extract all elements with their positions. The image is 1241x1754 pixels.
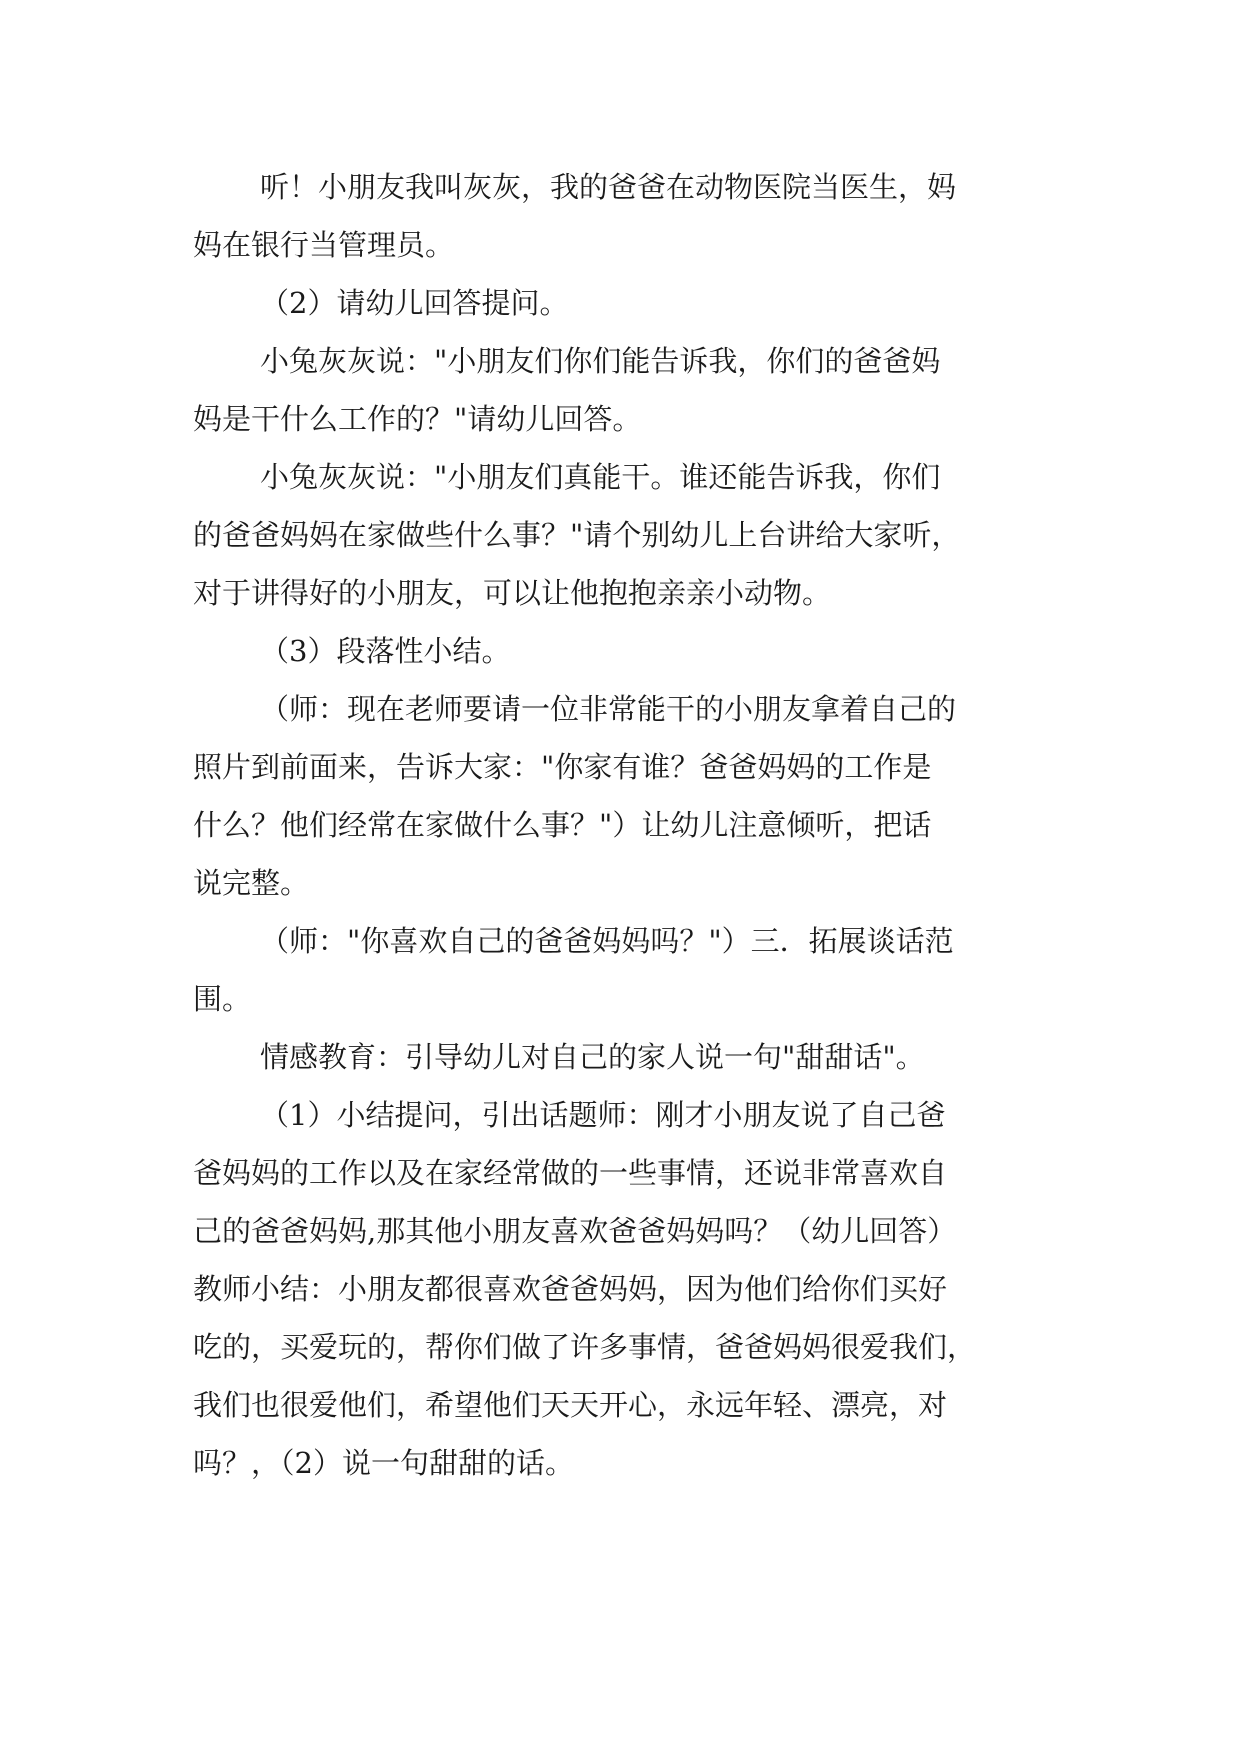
text-line: 己的爸爸妈妈,那其他小朋友喜欢爸爸妈妈吗？（幼儿回答） xyxy=(193,1214,957,1248)
text-line: （3）段落性小结。 xyxy=(260,634,511,668)
text-line: 什么？他们经常在家做什么事？"）让幼儿注意倾听，把话 xyxy=(193,808,932,842)
text-line: 吃的，买爱玩的，帮你们做了许多事情，爸爸妈妈很爱我们， xyxy=(193,1330,977,1364)
text-line: （师：现在老师要请一位非常能干的小朋友拿着自己的 xyxy=(260,692,957,726)
text-line: 小兔灰灰说："小朋友们你们能告诉我，你们的爸爸妈 xyxy=(260,344,941,378)
text-line: （1）小结提问，引出话题师：刚才小朋友说了自己爸 xyxy=(260,1098,946,1132)
text-line: （2）请幼儿回答提问。 xyxy=(260,286,569,320)
text-line: 围。 xyxy=(193,982,252,1016)
text-line: 教师小结：小朋友都很喜欢爸爸妈妈，因为他们给你们买好 xyxy=(193,1272,948,1306)
text-line: 照片到前面来，告诉大家："你家有谁？爸爸妈妈的工作是 xyxy=(193,750,932,784)
text-line: 妈在银行当管理员。 xyxy=(193,228,455,262)
text-line: 吗？，（2）说一句甜甜的话。 xyxy=(193,1446,574,1480)
text-line: 的爸爸妈妈在家做些什么事？"请个别幼儿上台讲给大家听， xyxy=(193,518,961,552)
text-line: 小兔灰灰说："小朋友们真能干。谁还能告诉我，你们 xyxy=(260,460,941,494)
text-line: （师："你喜欢自己的爸爸妈妈吗？"）三．拓展谈话范 xyxy=(260,924,954,958)
text-line: 妈是干什么工作的？"请幼儿回答。 xyxy=(193,402,642,436)
text-line: 听！小朋友我叫灰灰，我的爸爸在动物医院当医生，妈 xyxy=(260,170,957,204)
text-line: 说完整。 xyxy=(193,866,310,900)
text-line: 我们也很爱他们，希望他们天天开心，永远年轻、漂亮，对 xyxy=(193,1388,948,1422)
text-line: 情感教育：引导幼儿对自己的家人说一句"甜甜话"。 xyxy=(260,1040,925,1074)
text-line: 对于讲得好的小朋友，可以让他抱抱亲亲小动物。 xyxy=(193,576,832,610)
text-line: 爸妈妈的工作以及在家经常做的一些事情，还说非常喜欢自 xyxy=(193,1156,948,1190)
